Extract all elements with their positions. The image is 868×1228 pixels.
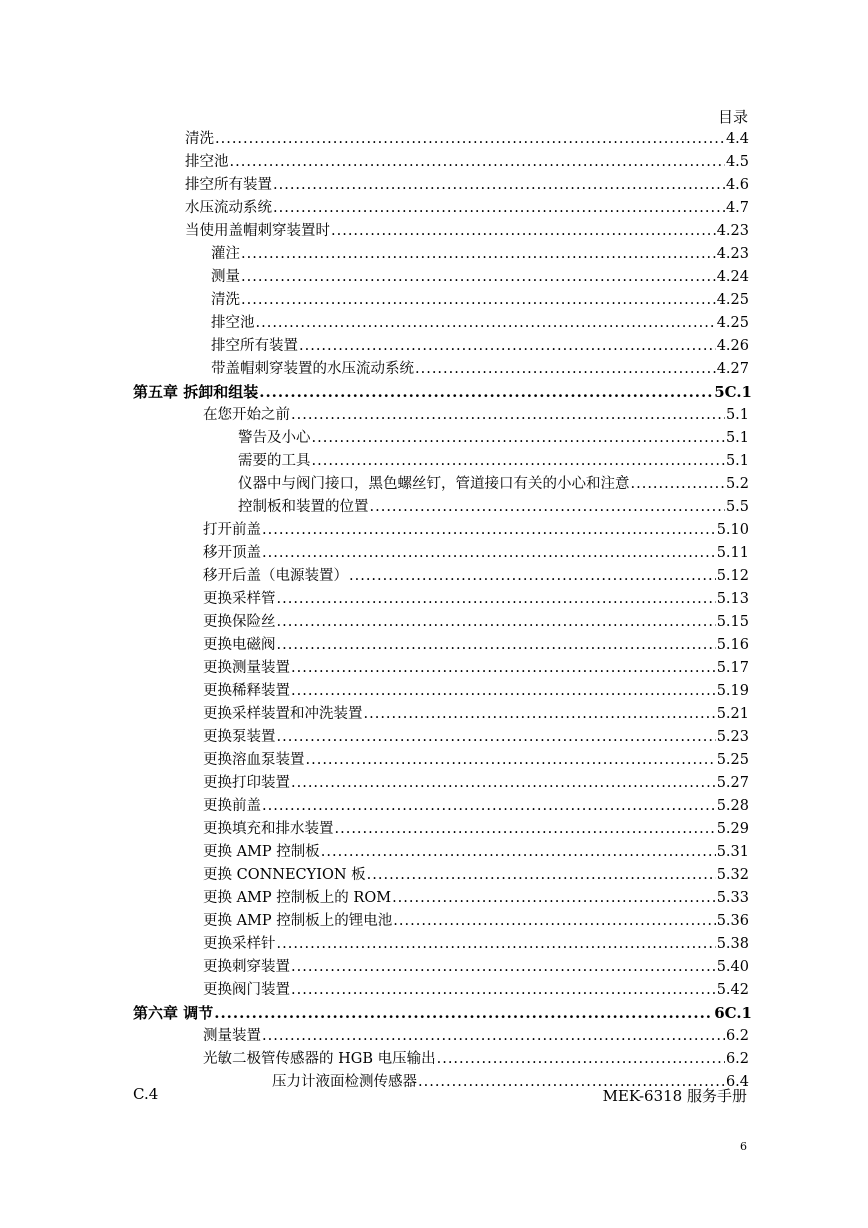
toc-leader-dots (273, 197, 725, 219)
toc-entry-title: 移开顶盖 (203, 545, 261, 561)
toc-entry-page: 5.11 (716, 545, 749, 561)
toc-entry-page: 5C.1 (714, 383, 752, 401)
toc-entry-page: 6C.1 (714, 1004, 752, 1022)
section-header: 目录 (717, 108, 748, 126)
toc-entry-title: 更换刺穿装置 (203, 959, 290, 975)
toc-leader-dots (299, 335, 716, 357)
toc-entry-page: 5.25 (716, 752, 749, 768)
page-number: 6 (740, 1140, 747, 1153)
toc-entry (203, 1048, 749, 1070)
toc-entry-title: 更换打印装置 (203, 775, 290, 791)
toc-entry-title: 更换阀门装置 (203, 982, 290, 998)
toc-entry-title: 当使用盖帽刺穿装置时 (185, 223, 330, 239)
toc-entry-title: 测量装置 (203, 1028, 261, 1044)
toc-entry-page: 5.2 (725, 476, 749, 492)
toc-entry (203, 680, 749, 702)
toc-entry-page: 5.19 (716, 683, 749, 699)
toc-leader-dots (291, 680, 716, 702)
toc-entry (211, 289, 749, 311)
toc-leader-dots (277, 726, 716, 748)
toc-entry-page: 5.1 (725, 407, 749, 423)
toc-leader-dots (277, 588, 716, 610)
toc-entry (203, 841, 749, 863)
toc-leader-dots (392, 887, 716, 909)
toc-leader-dots (241, 243, 716, 265)
toc-entry-title: 警告及小心 (238, 430, 311, 446)
toc-entry (211, 335, 749, 357)
toc-entry-title: 打开前盖 (203, 522, 261, 538)
toc-entry (203, 818, 749, 840)
toc-entry (203, 703, 749, 725)
toc-entry (203, 864, 749, 886)
toc-entry (203, 979, 749, 1001)
toc-entry-page: 5.33 (716, 890, 749, 906)
toc-entry-title: 更换保险丝 (203, 614, 276, 630)
toc-entry-title: 清洗 (185, 131, 214, 147)
toc-entry-title: 排空池 (185, 154, 229, 170)
toc-leader-dots (312, 427, 725, 449)
toc-entry-page: 6.2 (725, 1028, 749, 1044)
toc-entry (211, 243, 749, 265)
toc-entry-title: 排空所有装置 (185, 177, 272, 193)
toc-entry-title: 更换采样管 (203, 591, 276, 607)
toc-entry-page: 4.25 (716, 315, 749, 331)
toc-entry-title: 更换泵装置 (203, 729, 276, 745)
toc-entry (203, 772, 749, 794)
toc-entry-title: 更换 AMP 控制板上的锂电池 (203, 913, 393, 929)
toc-entry-page: 5.32 (716, 867, 749, 883)
toc-entry-page: 5.5 (725, 499, 749, 515)
toc-entry-title: 更换前盖 (203, 798, 261, 814)
toc-entry (203, 634, 749, 656)
toc-entry-title: 清洗 (211, 292, 240, 308)
toc-entry (238, 427, 749, 449)
toc-entry-title: 更换 AMP 控制板 (203, 844, 320, 860)
toc-entry-page: 4.23 (716, 223, 749, 239)
toc-entry (185, 197, 749, 219)
footer-manual-title: MEK-6318 服务手册 (602, 1087, 747, 1105)
toc-entry-page: 4.25 (716, 292, 749, 308)
toc-leader-dots (241, 266, 716, 288)
toc-leader-dots (370, 496, 725, 518)
toc-entry-title: 排空池 (211, 315, 255, 331)
toc-leader-dots (259, 381, 713, 403)
toc-entry-page: 5.1 (725, 430, 749, 446)
toc-leader-dots (262, 519, 716, 541)
toc-entry-page: 6.4 (725, 1074, 749, 1090)
toc-entry (203, 956, 749, 978)
toc-entry (211, 358, 749, 380)
toc-entry-page: 5.16 (716, 637, 749, 653)
toc-entry (211, 266, 749, 288)
toc-entry-page: 5.38 (716, 936, 749, 952)
toc-leader-dots (277, 611, 716, 633)
toc-entry-page: 5.23 (716, 729, 749, 745)
toc-entry-page: 5.10 (716, 522, 749, 538)
toc-chapter-entry (133, 381, 752, 403)
toc-leader-dots (215, 128, 725, 150)
toc-entry-title: 更换稀释装置 (203, 683, 290, 699)
toc-entry-title: 更换电磁阀 (203, 637, 276, 653)
toc-entry-page: 4.24 (716, 269, 749, 285)
toc-entry (185, 151, 749, 173)
toc-entry (238, 496, 749, 518)
toc-leader-dots (306, 749, 716, 771)
toc-entry-page: 5.27 (716, 775, 749, 791)
toc-leader-dots (262, 795, 716, 817)
toc-entry (203, 726, 749, 748)
toc-entry-title: 需要的工具 (238, 453, 311, 469)
toc-leader-dots (277, 634, 716, 656)
toc-entry-title: 测量 (211, 269, 240, 285)
toc-entry-title: 控制板和装置的位置 (238, 499, 369, 515)
toc-entry (203, 657, 749, 679)
toc-entry (203, 519, 749, 541)
toc-entry (211, 312, 749, 334)
toc-entry (203, 542, 749, 564)
toc-leader-dots (291, 772, 716, 794)
toc-entry-page: 5.42 (716, 982, 749, 998)
toc-entry-title: 移开后盖（电源装置） (203, 568, 348, 584)
toc-entry (185, 220, 749, 242)
toc-entry-page: 5.29 (716, 821, 749, 837)
toc-entry-title: 光敏二极管传感器的 HGB 电压输出 (203, 1051, 436, 1067)
toc-leader-dots (335, 818, 716, 840)
toc-entry (203, 887, 749, 909)
toc-leader-dots (321, 841, 716, 863)
toc-leader-dots (262, 542, 716, 564)
toc-entry-title: 排空所有装置 (211, 338, 298, 354)
toc-entry-page: 5.36 (716, 913, 749, 929)
toc-entry-title: 带盖帽刺穿装置的水压流动系统 (211, 361, 414, 377)
toc-chapter-entry (133, 1002, 752, 1024)
toc-entry-page: 4.4 (725, 131, 749, 147)
toc-leader-dots (277, 933, 716, 955)
toc-entry-title: 更换 AMP 控制板上的 ROM (203, 890, 392, 906)
toc-entry (203, 933, 749, 955)
toc-entry (203, 1025, 749, 1047)
toc-leader-dots (331, 220, 716, 242)
toc-entry (185, 174, 749, 196)
toc-entry-title: 更换填充和排水装置 (203, 821, 334, 837)
toc-entry-title: 压力计液面检测传感器 (272, 1074, 417, 1090)
footer-chapter: C.4 (133, 1085, 159, 1103)
toc-entry-page: 5.21 (716, 706, 749, 722)
toc-entry-title: 仪器中与阀门接口，黑色螺丝钉，管道接口有关的小心和注意 (238, 476, 630, 492)
toc-entry-title: 第六章 调节 (133, 1004, 214, 1022)
toc-entry (203, 404, 749, 426)
toc-leader-dots (291, 979, 716, 1001)
toc-entry-page: 4.6 (725, 177, 749, 193)
toc-entry-page: 5.15 (716, 614, 749, 630)
toc-entry-page: 4.7 (725, 200, 749, 216)
toc-leader-dots (291, 956, 716, 978)
toc-leader-dots (214, 1002, 713, 1024)
toc-entry (238, 473, 749, 495)
toc-entry (203, 565, 749, 587)
toc-entry-title: 在您开始之前 (203, 407, 290, 423)
toc-leader-dots (256, 312, 716, 334)
toc-entry (203, 795, 749, 817)
toc-entry-page: 5.1 (725, 453, 749, 469)
toc-entry-page: 5.17 (716, 660, 749, 676)
toc-entry-page: 5.31 (716, 844, 749, 860)
toc-entry-page: 5.40 (716, 959, 749, 975)
toc-entry-page: 5.13 (716, 591, 749, 607)
toc-leader-dots (230, 151, 725, 173)
toc-entry-title: 第五章 拆卸和组装 (133, 383, 259, 401)
toc-leader-dots (349, 565, 716, 587)
toc-entry (203, 588, 749, 610)
toc-entry-title: 更换采样针 (203, 936, 276, 952)
toc-entry-page: 5.12 (716, 568, 749, 584)
toc-entry-title: 水压流动系统 (185, 200, 272, 216)
toc-entry-title: 更换 CONNECYION 板 (203, 867, 366, 883)
toc-leader-dots (291, 404, 725, 426)
toc-leader-dots (273, 174, 725, 196)
toc-entry (185, 128, 749, 150)
toc-entry-page: 4.27 (716, 361, 749, 377)
toc-entry-page: 4.23 (716, 246, 749, 262)
toc-leader-dots (262, 1025, 725, 1047)
toc-entry (238, 450, 749, 472)
toc-entry-page: 6.2 (725, 1051, 749, 1067)
toc-entry-page: 4.26 (716, 338, 749, 354)
toc-leader-dots (393, 910, 715, 932)
toc-leader-dots (631, 473, 725, 495)
toc-entry (203, 611, 749, 633)
toc-leader-dots (437, 1048, 725, 1070)
toc-entry-title: 更换测量装置 (203, 660, 290, 676)
toc-entry-title: 更换溶血泵装置 (203, 752, 305, 768)
toc-leader-dots (312, 450, 725, 472)
toc-leader-dots (364, 703, 716, 725)
toc-entry (203, 749, 749, 771)
toc-entry-title: 灌注 (211, 246, 240, 262)
toc-entry-page: 4.5 (725, 154, 749, 170)
toc-entry (203, 910, 749, 932)
toc-leader-dots (367, 864, 716, 886)
toc-leader-dots (415, 358, 716, 380)
toc-leader-dots (241, 289, 716, 311)
toc-leader-dots (291, 657, 716, 679)
toc-entry-page: 5.28 (716, 798, 749, 814)
toc-entry-title: 更换采样装置和冲洗装置 (203, 706, 363, 722)
